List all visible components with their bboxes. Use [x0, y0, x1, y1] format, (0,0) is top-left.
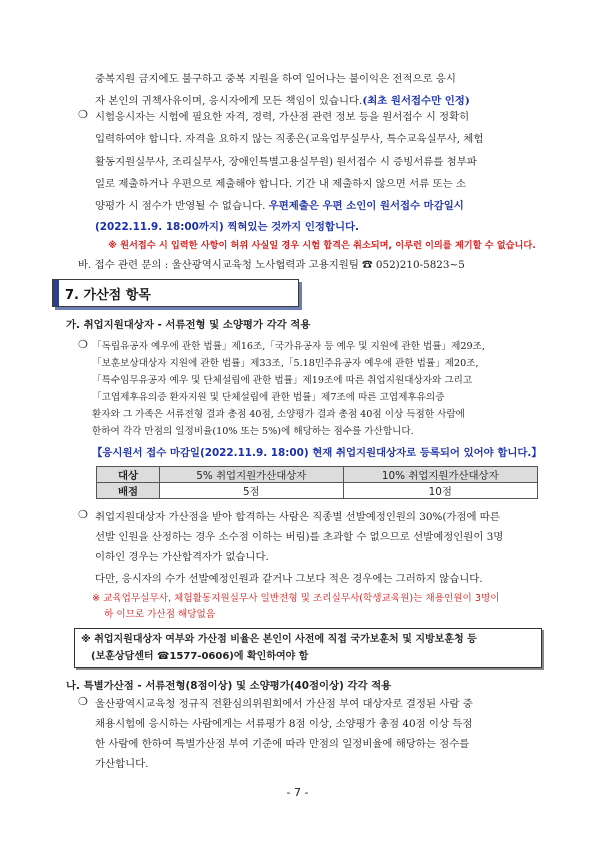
- verification-note-line-2: (보훈상담센터 ☎1577-0606)에 확인하여야 함: [91, 651, 309, 662]
- quota-note-line-1: 취업지원대상자 가산점을 받아 합격하는 사람은 직종별 선발예정인원의 30%(가점에 따른: [95, 511, 500, 523]
- sub-a-line-2: 「보훈보상대상자 지원에 관한 법률」제33조,「5.18민주유공자 예우에 관한 법률」제20조,: [92, 358, 479, 369]
- table-header-5pct: 5% 취업지원가산대상자: [160, 467, 344, 483]
- text-postmark-rule: 우편제출은 우편 소인이 원서접수 마감일시: [268, 200, 464, 212]
- text-score-reflection: 양평가 시 점수가 반영될 수 없습니다.: [95, 200, 269, 212]
- table-header-row: [97, 467, 538, 483]
- exam-note-line-2: 입력하여야 합니다. 자격을 요하지 않는 직종은(교육업무실무사, 특수교육실무사, 체험: [95, 133, 484, 145]
- table-header-target: 대상: [97, 467, 160, 483]
- bonus-points-table: [96, 466, 538, 499]
- sub-a-title: 가. 취업지원대상자 - 서류전형 및 소양평가 각각 적용: [66, 319, 311, 331]
- bullet-icon: ❍: [78, 338, 88, 351]
- quota-note-line-2: 선발 인원을 산정하는 경우 소수점 이하는 버림)를 초과할 수 없으므로 선발예정인원이 3명: [95, 531, 504, 543]
- para-continuation-line-1: 중복지원 금지에도 불구하고 중복 지원을 하여 일어나는 불이익은 전적으로 응시: [95, 73, 456, 85]
- table-cell-5pct: 5점: [160, 483, 344, 499]
- para-continuation-line-2: [95, 94, 470, 108]
- quota-note-line-4: 다만, 응시자의 수가 선발예정인원과 같거나 그보다 적은 경우에는 그러하지 않습니다.: [95, 573, 483, 585]
- exam-note-line-4: 일로 제출하거나 우편으로 제출해야 합니다. 기간 내 제출하지 않으면 서류 또는 소: [95, 178, 466, 190]
- sub-a-line-6: 한하여 각각 만점의 일정비율(10% 또는 5%)에 해당하는 점수를 가산합니다.: [92, 426, 414, 437]
- section-title: 7. 가산점 항목: [65, 288, 151, 303]
- contact-line: 바. 접수 관련 문의 : 울산광역시교육청 노사협력과 고용지원팀 ☎ 052)210-5823~5: [78, 259, 465, 271]
- bullet-icon: ❍: [78, 508, 88, 521]
- sub-b-line-1: 울산광역시교육청 정규직 전환심의위원회에서 가산점 부여 대상자로 결정된 사람 중: [95, 698, 473, 710]
- exam-note-line-3: 활동지원실무사, 조리실무사, 장애인특별고용실무원) 원서접수 시 증빙서류를 첨부파: [95, 156, 477, 168]
- exam-note-line-6: (2022.11.9. 18:00까지) 찍혀있는 것까지 인정합니다.: [95, 221, 359, 233]
- sub-a-line-3: 「특수임무유공자 예우 및 단체설립에 관한 법률」제19조에 따른 취업지원대상자와 그리고: [92, 375, 473, 386]
- sub-b-line-3: 한 사람에 한하여 특별가산점 부여 기준에 따라 만점의 일정비율에 해당하는 점수를: [95, 738, 470, 750]
- section-header-bonus-points: [52, 279, 299, 307]
- sub-b-line-4: 가산합니다.: [95, 758, 149, 770]
- text-first-application-only: (최초 원서접수만 인정): [362, 95, 470, 107]
- sub-a-line-4: 「고엽제후유의증 환자지원 및 단체설립에 관한 법률」제7조에 따른 고엽제후유의증: [92, 392, 445, 403]
- sub-b-title: 나. 특별가산점 - 서류전형(8점이상) 및 소양평가(40점이상) 각각 적용: [66, 680, 392, 692]
- table-row-label: 배점: [97, 483, 160, 499]
- false-info-warning: ※ 원서접수 시 입력한 사항이 허위 사실일 경우 시험 합격은 취소되며, 이루런 이의를 제기할 수 없습니다.: [108, 240, 536, 251]
- page-number: - 7 -: [286, 786, 309, 799]
- bullet-icon: ❍: [78, 108, 88, 121]
- table-cell-10pct: 10점: [343, 483, 537, 499]
- quota-exception-red-1: ※ 교육업무실무사, 체험활동지원실무사 일반전형 및 조리실무사(학생교육원)는 채용인원이 3명이: [92, 593, 500, 604]
- sub-a-line-1: 「독립유공자 예우에 관한 법률」제16조,「국가유공자 등 예우 및 지원에 관한 법률」제29조,: [92, 341, 485, 352]
- table-row: [97, 483, 538, 499]
- verification-note-box: [74, 628, 542, 668]
- verification-note-line-1: ※ 취업지원대상자 여부와 가산점 비율은 본인이 사전에 직접 국가보훈처 및 지방보훈청 등: [81, 634, 477, 645]
- exam-note-line-5: [95, 199, 464, 213]
- exam-note-line-1: 시험응시자는 시험에 필요한 자격, 경력, 가산점 관련 정보 등을 원서접수 시 정확히: [95, 111, 470, 123]
- bullet-icon: ❍: [78, 695, 88, 708]
- section-header-bar: [53, 280, 59, 306]
- table-header-10pct: 10% 취업지원가산대상자: [343, 467, 537, 483]
- quota-note-line-3: 이하인 경우는 가산합격자가 없습니다.: [95, 551, 269, 563]
- quota-exception-red-2: 하 이므로 가산점 해당없음: [104, 609, 216, 620]
- text-responsibility: 자 본인의 귀책사유이며, 응시자에게 모든 책임이 있습니다.: [95, 95, 363, 107]
- sub-b-line-2: 채용시험에 응시하는 사람에게는 서류평가 8점 이상, 소양평가 총점 40점 이상 득점: [95, 718, 473, 730]
- registration-deadline-notice: 【응시원서 접수 마감일(2022.11.9. 18:00) 현재 취업지원대상자로 등록되어 있어야 합니다.】: [92, 447, 542, 459]
- sub-a-line-5: 환자와 그 가족은 서류전형 결과 총점 40점, 소양평가 결과 총점 40점 이상 득점한 사람에: [92, 409, 465, 420]
